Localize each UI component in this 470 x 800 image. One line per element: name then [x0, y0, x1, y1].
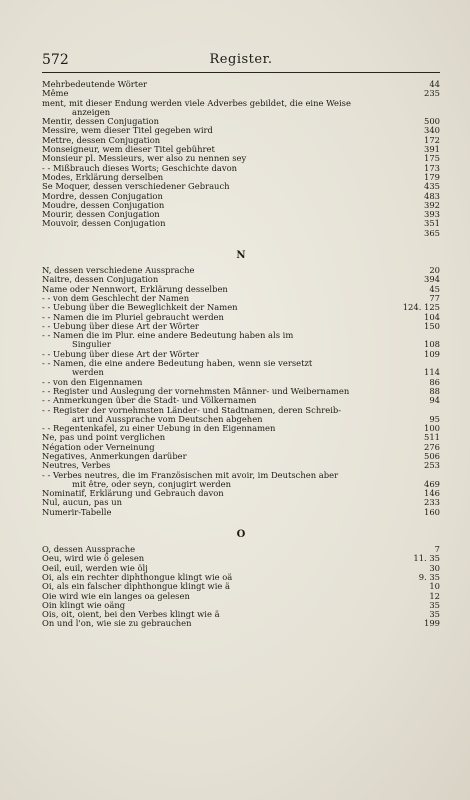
entry-text: - - Namen die im Plur. eine andere Bedeutung haben als im	[42, 331, 294, 341]
index-entry	[42, 201, 440, 210]
entry-page-number: 172	[424, 134, 440, 145]
index-entry	[42, 564, 440, 573]
index-entry	[42, 610, 440, 619]
entry-page-number: 146	[424, 488, 440, 499]
index-entry	[42, 573, 440, 582]
entry-text: - - Uebung über die Beweglichkeit der Namen	[42, 303, 238, 313]
entry-text: Oeu, wird wie ö gelesen	[42, 554, 145, 564]
entry-text: Mentir, dessen Conjugation	[42, 117, 159, 127]
entry-page-number: 88	[429, 385, 440, 396]
entry-text: - - Verbes neutres, die im Französischen mit avoir, im Deutschen aber	[42, 470, 339, 480]
index-entry	[42, 99, 440, 108]
entry-text: Monsieur pl. Messieurs, wer also zu nennen sey	[42, 154, 247, 164]
index-entry	[42, 433, 440, 442]
page-title: Register.	[209, 52, 273, 67]
entry-text: - - Uebung über diese Art der Wörter	[42, 321, 199, 331]
entry-page-number: 44	[429, 79, 440, 89]
index-entry	[42, 554, 440, 563]
entry-page-number: 199	[424, 618, 440, 629]
index-entry	[42, 545, 440, 554]
index-entry	[42, 80, 440, 89]
entry-text: Mourir, dessen Conjugation	[42, 210, 160, 220]
entry-text: - - Register und Auslegung der vornehmsten Männer- und Weibernamen	[42, 386, 350, 396]
entry-text: Oi, als ein falscher diphthongue klingt wie ä	[42, 582, 231, 592]
index-entry	[42, 471, 440, 480]
entry-text: O, dessen Aussprache	[42, 545, 136, 555]
entry-text: Numerir-Tabelle	[42, 507, 112, 517]
section-m	[42, 80, 440, 238]
entry-page-number: 253	[424, 460, 440, 471]
entry-page-number: 500	[424, 116, 440, 127]
entry-page-number: 100	[424, 423, 440, 434]
entry-page-number: 160	[424, 506, 440, 517]
entry-page-number: 173	[424, 162, 440, 173]
index-entry	[42, 108, 440, 117]
letter-heading-n: N	[236, 250, 246, 262]
index-entry	[42, 145, 440, 154]
index-entry	[42, 340, 440, 349]
index-entry	[42, 266, 440, 275]
index-entry	[42, 396, 440, 405]
entry-text: anzeigen	[72, 107, 111, 117]
entry-page-number: 175	[424, 153, 440, 164]
header-rule	[42, 72, 440, 73]
index-entry	[42, 210, 440, 219]
entry-text: Négation oder Verneinung	[42, 442, 155, 452]
entry-text: Monseigneur, wem dieser Titel gebühret	[42, 145, 215, 155]
entry-page-number: 9. 35	[418, 571, 440, 582]
entry-text: Nominatif, Erklärung und Gebrauch davon	[42, 489, 224, 499]
index-entry	[42, 406, 440, 415]
entry-page-number: 12	[429, 590, 440, 601]
entry-page-number: 469	[424, 478, 440, 489]
entry-page-number: 124. 125	[402, 302, 440, 313]
index-entry	[42, 219, 440, 228]
index-entry	[42, 359, 440, 368]
index-entry	[42, 498, 440, 507]
entry-text: Même	[42, 89, 69, 99]
index-entry	[42, 331, 440, 340]
index-entry	[42, 173, 440, 182]
index-entry	[42, 303, 440, 312]
index-entry	[42, 89, 440, 98]
entry-page-number: 95	[429, 413, 440, 424]
entry-text: - - von dem Geschlecht der Namen	[42, 293, 190, 303]
entry-text: - - von den Eigennamen	[42, 377, 143, 387]
entry-page-number: 35	[429, 609, 440, 620]
entry-text: - - Uebung über diese Art der Wörter	[42, 349, 199, 359]
entry-page-number: 511	[424, 432, 440, 443]
entry-page-number: 108	[424, 339, 440, 350]
entry-page-number: 483	[424, 190, 440, 201]
entry-page-number: 86	[429, 376, 440, 387]
index-entry	[42, 619, 440, 628]
entry-text: werden	[72, 368, 104, 378]
entry-page-number: 351	[424, 218, 440, 229]
entry-text: Ne, pas und point verglichen	[42, 433, 166, 443]
entry-page-number: 392	[424, 199, 440, 210]
index-entry	[42, 350, 440, 359]
entry-text: - - Regentenkafel, zu einer Uebung in den Eigennamen	[42, 424, 276, 434]
entry-page-number: 10	[429, 581, 440, 592]
entry-text: - - Anmerkungen über die Stadt- und Völkernamen	[42, 396, 257, 406]
entry-text: Oie wird wie ein langes oa gelesen	[42, 591, 190, 601]
entry-page-number: 35	[429, 599, 440, 610]
entry-text: - - Namen, die eine andere Bedeutung haben, wenn sie versetzt	[42, 359, 313, 369]
entry-page-number: 391	[424, 144, 440, 155]
entry-page-number: 109	[424, 348, 440, 359]
index-entry	[42, 368, 440, 377]
index-entry	[42, 136, 440, 145]
entry-text: Modes, Erklärung derselben	[42, 172, 164, 182]
entry-text: Se Moquer, dessen verschiedener Gebrauch	[42, 182, 230, 192]
section-n	[42, 266, 440, 517]
index-entry	[42, 592, 440, 601]
entry-page-number: 235	[424, 88, 440, 99]
page-header	[42, 52, 440, 70]
section-o	[42, 545, 440, 629]
entry-text: Ois, oit, oient, bei den Verbes klingt wie ä	[42, 610, 220, 620]
letter-heading-o: O	[236, 529, 246, 541]
entry-text: Singulier	[72, 340, 111, 350]
index-entry	[42, 489, 440, 498]
page-number: 572	[42, 52, 69, 68]
entry-page-number: 94	[429, 395, 440, 406]
index-entry	[42, 452, 440, 461]
entry-page-number: 340	[424, 125, 440, 136]
entry-text: Messire, wem dieser Titel gegeben wird	[42, 126, 213, 136]
index-entry	[42, 424, 440, 433]
entry-text: mit être, oder seyn, conjugirt werden	[72, 479, 232, 489]
entry-page-number: 20	[429, 265, 440, 276]
index-entry	[42, 117, 440, 126]
entry-page-number: 393	[424, 209, 440, 220]
entry-page-number: 506	[424, 450, 440, 461]
index-entry	[42, 192, 440, 201]
entry-text: Mehrbedeutende Wörter	[42, 80, 148, 89]
index-entry	[42, 601, 440, 610]
entry-page-number: 435	[424, 181, 440, 192]
index-entry	[42, 461, 440, 470]
entry-text: - - Namen die im Pluriel gebraucht werden	[42, 312, 224, 322]
entry-text: - - Register der vornehmsten Länder- und Stadtnamen, deren Schreib-	[42, 405, 342, 415]
entry-page-number: 77	[429, 292, 440, 303]
entry-text: Mordre, dessen Conjugation	[42, 191, 163, 201]
entry-text: - - Mißbrauch dieses Worts; Geschichte davon	[42, 163, 238, 173]
entry-page-number: 11. 35	[413, 553, 440, 564]
entry-text: ment, mit dieser Endung werden viele Adverbes gebildet, die eine Weise	[42, 98, 351, 108]
entry-text: Nul, aucun, pas un	[42, 498, 123, 508]
entry-text: Oi, als ein rechter diphthongue klingt wie oä	[42, 572, 233, 582]
index-entry	[42, 229, 440, 238]
entry-text: On und l'on, wie sie zu gebrauchen	[42, 619, 192, 629]
index-entry	[42, 154, 440, 163]
entry-text: N, dessen verschiedene Aussprache	[42, 266, 195, 276]
entry-page-number: 150	[424, 320, 440, 331]
index-entry	[42, 387, 440, 396]
entry-text: art und Aussprache vom Deutschen abgehen	[72, 414, 263, 424]
entry-text: Mettre, dessen Conjugation	[42, 135, 161, 145]
index-entry	[42, 508, 440, 517]
index-entry	[42, 322, 440, 331]
index-entry	[42, 313, 440, 322]
entry-page-number: 104	[424, 311, 440, 322]
entry-page-number: 179	[424, 171, 440, 182]
index-entry	[42, 378, 440, 387]
entry-page-number: 394	[424, 274, 440, 285]
register-entries	[42, 80, 440, 629]
entry-page-number: 365	[424, 227, 440, 238]
index-entry	[42, 182, 440, 191]
entry-page-number: 7	[434, 544, 440, 555]
entry-page-number: 114	[424, 367, 440, 378]
entry-text: Neutres, Verbes	[42, 461, 111, 471]
index-entry	[42, 582, 440, 591]
entry-page-number: 45	[429, 283, 440, 294]
entry-text: Negatives, Anmerkungen darüber	[42, 451, 187, 461]
index-entry	[42, 285, 440, 294]
index-entry	[42, 415, 440, 424]
entry-text: Oeil, euil, werden wie ölj	[42, 563, 148, 573]
entry-text: Mouvoir, dessen Conjugation	[42, 219, 166, 229]
entry-text: Name oder Nennwort, Erklärung desselben	[42, 284, 228, 294]
index-entry	[42, 294, 440, 303]
entry-text: Moudre, dessen Conjugation	[42, 200, 165, 210]
entry-page-number: 276	[424, 441, 440, 452]
index-entry	[42, 480, 440, 489]
index-entry	[42, 164, 440, 173]
index-entry	[42, 443, 440, 452]
index-entry	[42, 275, 440, 284]
entry-page-number: 233	[424, 497, 440, 508]
entry-text: Naitre, dessen Conjugation	[42, 275, 159, 285]
index-entry	[42, 126, 440, 135]
entry-page-number: 30	[429, 562, 440, 573]
entry-text: Oin klingt wie oäng	[42, 600, 126, 610]
